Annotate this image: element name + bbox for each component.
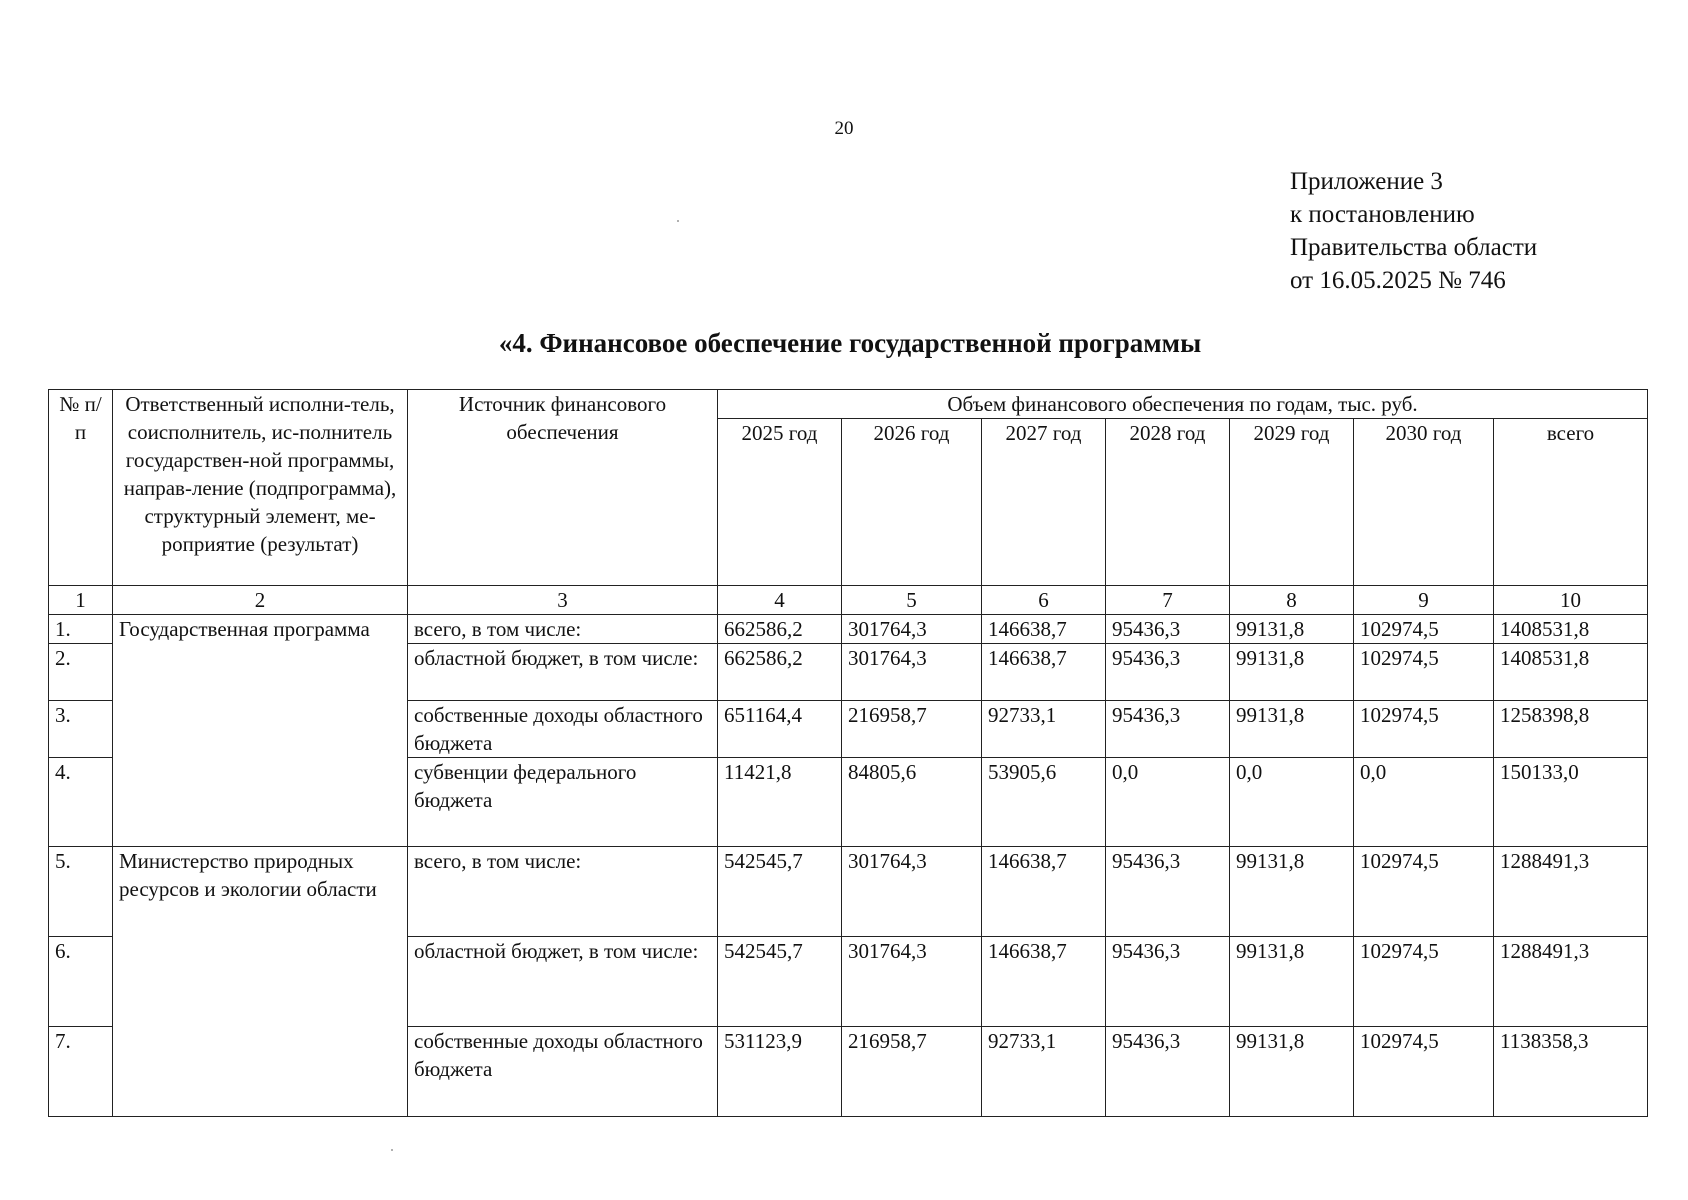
value-cell: 95436,3 xyxy=(1106,847,1230,937)
executor-cell: Министерство природных ресурсов и экологии области xyxy=(113,847,408,1117)
row-number: 6. xyxy=(49,937,113,1027)
value-cell: 92733,1 xyxy=(982,701,1106,758)
header-row xyxy=(49,390,1648,419)
header-executor: Ответственный исполни-тель, соисполнитель, ис-полнитель государствен-ной программы, направ-ление (подпрограмма), структурный элемент, ме-роприятие (результат) xyxy=(113,390,408,586)
value-cell: 0,0 xyxy=(1230,758,1354,847)
header-year: 2028 год xyxy=(1106,419,1230,586)
header-source: Источник финансового обеспечения xyxy=(408,390,718,586)
value-cell: 542545,7 xyxy=(718,937,842,1027)
scan-speck xyxy=(677,220,679,222)
value-cell: 301764,3 xyxy=(842,847,982,937)
value-cell: 0,0 xyxy=(1354,758,1494,847)
value-cell: 1138358,3 xyxy=(1494,1027,1648,1117)
header-year: 2026 год xyxy=(842,419,982,586)
value-cell: 542545,7 xyxy=(718,847,842,937)
column-numbers-row xyxy=(49,586,1648,615)
financing-table xyxy=(48,389,1648,1117)
value-cell: 216958,7 xyxy=(842,701,982,758)
value-cell: 84805,6 xyxy=(842,758,982,847)
row-number: 5. xyxy=(49,847,113,937)
value-cell: 95436,3 xyxy=(1106,937,1230,1027)
col-number: 6 xyxy=(982,586,1106,615)
source-cell: собственные доходы областного бюджета xyxy=(408,701,718,758)
col-number: 8 xyxy=(1230,586,1354,615)
col-number: 7 xyxy=(1106,586,1230,615)
value-cell: 531123,9 xyxy=(718,1027,842,1117)
value-cell: 102974,5 xyxy=(1354,937,1494,1027)
header-total: всего xyxy=(1494,419,1648,586)
value-cell: 1258398,8 xyxy=(1494,701,1648,758)
col-number: 2 xyxy=(113,586,408,615)
value-cell: 95436,3 xyxy=(1106,701,1230,758)
value-cell: 99131,8 xyxy=(1230,937,1354,1027)
appendix-block xyxy=(1290,165,1537,297)
row-number: 2. xyxy=(49,644,113,701)
value-cell: 662586,2 xyxy=(718,615,842,644)
row-number: 3. xyxy=(49,701,113,758)
value-cell: 99131,8 xyxy=(1230,644,1354,701)
source-cell: собственные доходы областного бюджета xyxy=(408,1027,718,1117)
scan-speck xyxy=(391,1149,393,1151)
header-num: № п/п xyxy=(49,390,113,586)
value-cell: 102974,5 xyxy=(1354,847,1494,937)
value-cell: 99131,8 xyxy=(1230,615,1354,644)
value-cell: 1408531,8 xyxy=(1494,615,1648,644)
value-cell: 102974,5 xyxy=(1354,701,1494,758)
value-cell: 146638,7 xyxy=(982,937,1106,1027)
value-cell: 662586,2 xyxy=(718,644,842,701)
source-cell: областной бюджет, в том числе: xyxy=(408,937,718,1027)
col-number: 4 xyxy=(718,586,842,615)
source-cell: областной бюджет, в том числе: xyxy=(408,644,718,701)
value-cell: 0,0 xyxy=(1106,758,1230,847)
value-cell: 95436,3 xyxy=(1106,644,1230,701)
source-cell: всего, в том числе: xyxy=(408,615,718,644)
appendix-line: Правительства области xyxy=(1290,234,1538,261)
col-number: 3 xyxy=(408,586,718,615)
table-row xyxy=(49,615,1648,644)
header-year: 2030 год xyxy=(1354,419,1494,586)
value-cell: 102974,5 xyxy=(1354,1027,1494,1117)
col-number: 9 xyxy=(1354,586,1494,615)
executor-cell: Государственная программа xyxy=(113,615,408,847)
col-number: 5 xyxy=(842,586,982,615)
appendix-line: Приложение 3 xyxy=(1290,168,1443,195)
col-number: 10 xyxy=(1494,586,1648,615)
value-cell: 301764,3 xyxy=(842,937,982,1027)
value-cell: 53905,6 xyxy=(982,758,1106,847)
header-year: 2027 год xyxy=(982,419,1106,586)
value-cell: 99131,8 xyxy=(1230,847,1354,937)
row-number: 7. xyxy=(49,1027,113,1117)
value-cell: 146638,7 xyxy=(982,847,1106,937)
value-cell: 301764,3 xyxy=(842,644,982,701)
value-cell: 146638,7 xyxy=(982,615,1106,644)
value-cell: 1288491,3 xyxy=(1494,847,1648,937)
value-cell: 99131,8 xyxy=(1230,701,1354,758)
row-number: 4. xyxy=(49,758,113,847)
table-row xyxy=(49,847,1648,937)
value-cell: 102974,5 xyxy=(1354,644,1494,701)
value-cell: 99131,8 xyxy=(1230,1027,1354,1117)
value-cell: 651164,4 xyxy=(718,701,842,758)
value-cell: 11421,8 xyxy=(718,758,842,847)
value-cell: 1288491,3 xyxy=(1494,937,1648,1027)
source-cell: всего, в том числе: xyxy=(408,847,718,937)
appendix-line: от 16.05.2025 № 746 xyxy=(1290,267,1506,294)
source-cell: субвенции федерального бюджета xyxy=(408,758,718,847)
value-cell: 216958,7 xyxy=(842,1027,982,1117)
value-cell: 95436,3 xyxy=(1106,615,1230,644)
page-number: 20 xyxy=(834,118,854,139)
value-cell: 95436,3 xyxy=(1106,1027,1230,1117)
header-year: 2025 год xyxy=(718,419,842,586)
header-year: 2029 год xyxy=(1230,419,1354,586)
value-cell: 146638,7 xyxy=(982,644,1106,701)
value-cell: 102974,5 xyxy=(1354,615,1494,644)
appendix-line: к постановлению xyxy=(1290,201,1475,228)
value-cell: 92733,1 xyxy=(982,1027,1106,1117)
row-number: 1. xyxy=(49,615,113,644)
col-number: 1 xyxy=(49,586,113,615)
value-cell: 301764,3 xyxy=(842,615,982,644)
header-volume: Объем финансового обеспечения по годам, тыс. руб. xyxy=(718,390,1648,419)
value-cell: 150133,0 xyxy=(1494,758,1648,847)
document-title: «4. Финансовое обеспечение государственной программы xyxy=(498,328,1202,358)
value-cell: 1408531,8 xyxy=(1494,644,1648,701)
